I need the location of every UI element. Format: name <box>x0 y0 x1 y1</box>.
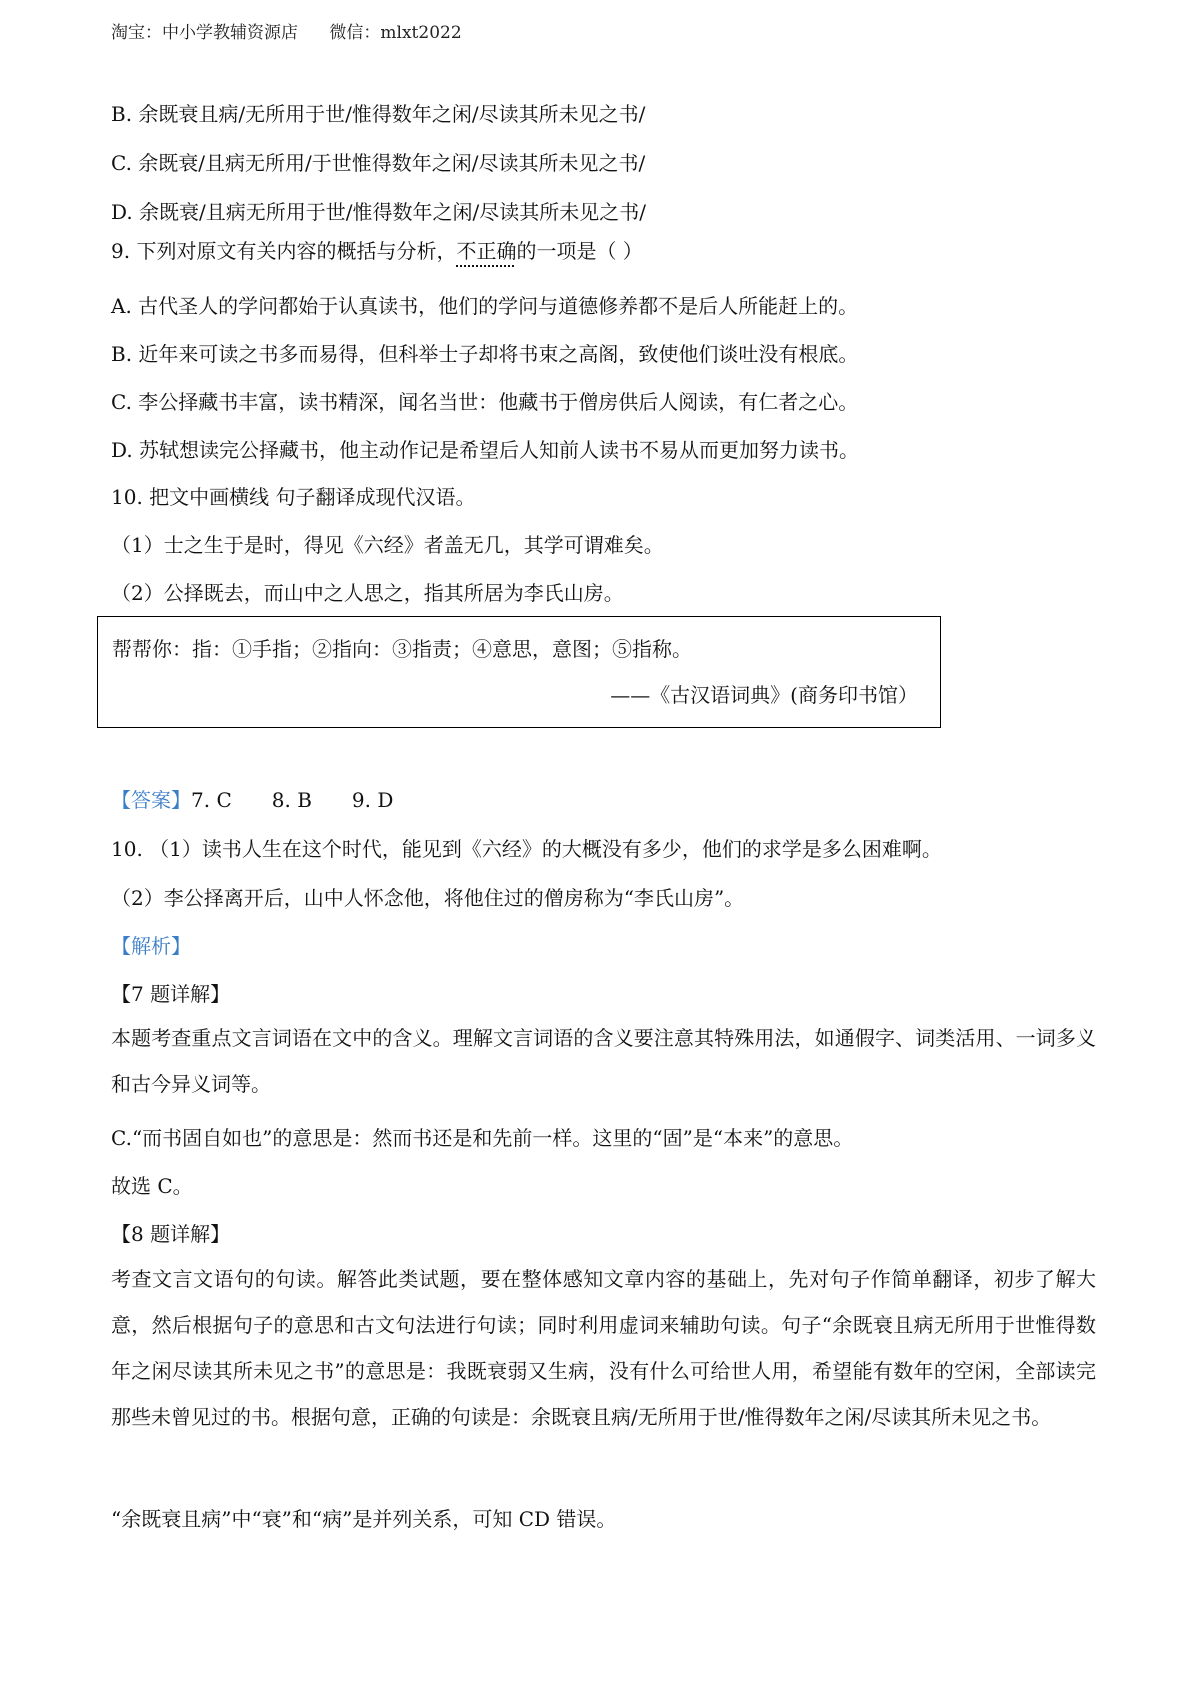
answer-q10-1: 10. （1）读书人生在这个时代，能见到《六经》的大概没有多少，他们的求学是多么困难啊。 <box>111 837 942 861</box>
hint-box <box>97 616 941 728</box>
answer-q10-2: （2）李公择离开后，山中人怀念他，将他住过的僧房称为“李氏山房”。 <box>111 886 745 910</box>
q9-stem-prefix: 9. 下列对原文有关内容的概括与分析， <box>111 239 457 263</box>
q9-option-d: D. 苏轼想读完公择藏书，他主动作记是希望后人知前人读书不易从而更加努力读书。 <box>111 438 860 462</box>
hint-text: 帮帮你：指：①手指；②指向：③指责；④意思，意图；⑤指称。 <box>112 637 692 661</box>
q8-detail-paragraph: 考查文言文语句的句读。解答此类试题，要在整体感知文章内容的基础上，先对句子作简单翻译，初步了解大意，然后根据句子的意思和古文句法进行句读；同时利用虚词来辅助句读。句子“余既衰且病无所用于世惟得数年之闲尽读其所未见之书”的意思是：我既衰弱又生病，没有什么可给世人用，希望能有数年的空闲，全部读完那些未曾见过的书。根据句意，正确的句读是：余既衰且病/无所用于世/惟得数年之闲/尽读其所未见之书。 <box>111 1267 1096 1429</box>
q7-detail-title: 【7 题详解】 <box>111 982 231 1006</box>
q9-option-a: A. 古代圣人的学问都始于认真读书，他们的学问与道德修养都不是后人所能赶上的。 <box>111 294 859 318</box>
answer-item: 7. C <box>191 788 232 812</box>
q9-option-c: C. 李公择藏书丰富，读书精深，闻名当世：他藏书于僧房供后人阅读，有仁者之心。 <box>111 390 859 414</box>
q10-item-1: （1）士之生于是时，得见《六经》者盖无几，其学可谓难矣。 <box>111 533 664 557</box>
q8-detail-title: 【8 题详解】 <box>111 1222 231 1246</box>
hint-source: ——《古汉语词典》(商务印书馆） <box>610 683 918 707</box>
q8-option-d: D. 余既衰/且病无所用于世/惟得数年之闲/尽读其所未见之书/ <box>111 200 646 224</box>
q9-option-b: B. 近年来可读之书多而易得，但科举士子却将书束之高阁，致使他们谈吐没有根底。 <box>111 342 859 366</box>
analysis-label: 【解析】 <box>111 934 191 958</box>
q9-stem <box>111 237 643 265</box>
page-header <box>111 18 462 43</box>
q8-option-b: B. 余既衰且病/无所用于世/惟得数年之闲/尽读其所未见之书/ <box>111 102 646 126</box>
q7-detail-line: C.“而书固自如也”的意思是：然而书还是和先前一样。这里的“固”是“本来”的意思。 <box>111 1126 854 1150</box>
q9-stem-emphasis: 不正确 <box>456 239 517 263</box>
shop-name: 淘宝：中小学教辅资源店 <box>111 23 298 43</box>
q10-item-2: （2）公择既去，而山中之人思之，指其所居为李氏山房。 <box>111 581 624 605</box>
wechat-id: 微信：mlxt2022 <box>329 23 462 43</box>
q9-stem-suffix: 的一项是（ ） <box>516 239 643 263</box>
q7-choice: 故选 C。 <box>111 1174 193 1198</box>
q7-detail-paragraph: 本题考查重点文言词语在文中的含义。理解文言词语的含义要注意其特殊用法，如通假字、词类活用、一词多义和古今异义词等。 <box>111 1026 1096 1096</box>
answer-label: 【答案】 <box>111 788 191 812</box>
q8-note: “余既衰且病”中“衰”和“病”是并列关系，可知 CD 错误。 <box>111 1507 617 1531</box>
q8-option-c: C. 余既衰/且病无所用/于世惟得数年之闲/尽读其所未见之书/ <box>111 151 646 175</box>
answer-item: 8. B <box>271 788 312 812</box>
answer-item: 9. D <box>351 788 394 812</box>
answer-line <box>111 786 393 814</box>
q10-stem: 10. 把文中画横线 句子翻译成现代汉语。 <box>111 485 476 509</box>
